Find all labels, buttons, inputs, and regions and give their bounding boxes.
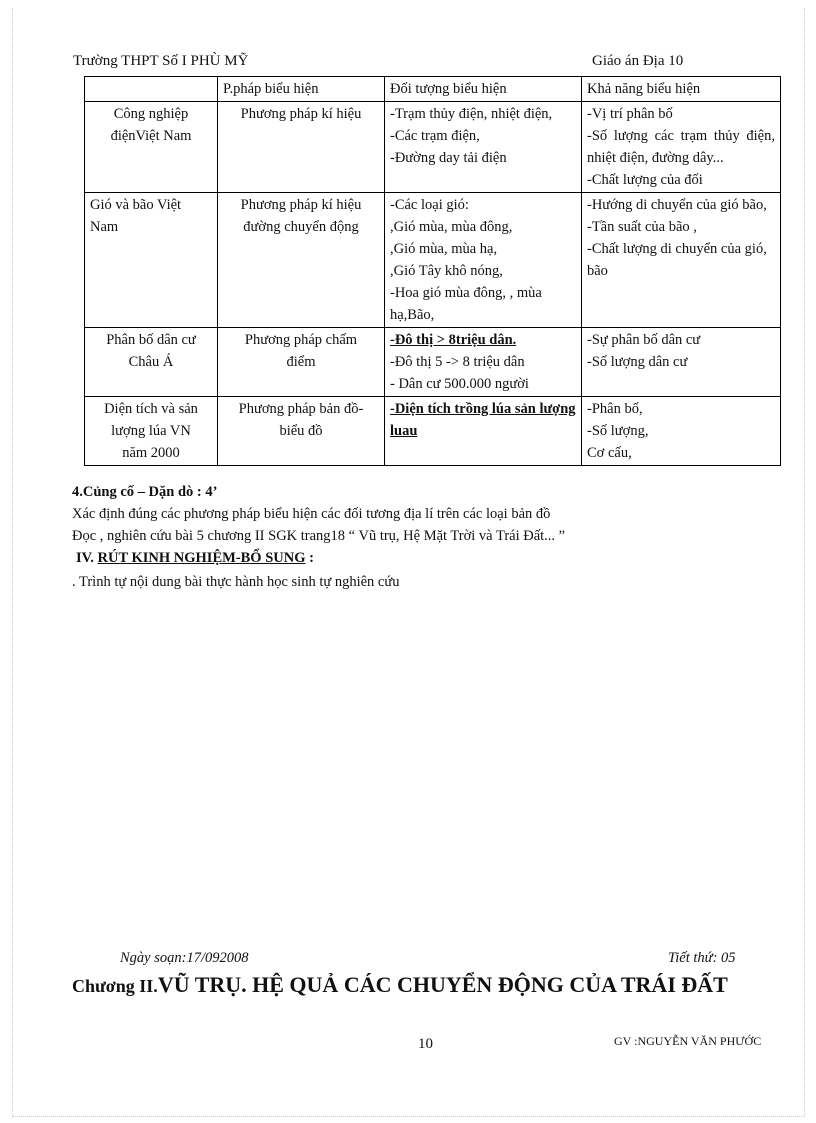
table-row — [85, 397, 781, 466]
section-iv-line: . Trình tự nội dung bài thực hành học sinh tự nghiên cứu — [72, 574, 400, 590]
page-border-left — [12, 8, 13, 1116]
table-header-row — [85, 77, 781, 102]
subject-cell — [85, 193, 218, 328]
table-row — [85, 193, 781, 328]
cell-line: ,Gió mùa, mùa đông, — [390, 219, 513, 235]
cell-line: - Dân cư 500.000 người — [390, 376, 529, 392]
objects-cell — [385, 397, 582, 466]
cell-line: -Đô thị 5 -> 8 triệu dân — [390, 354, 525, 370]
section-4-line: Đọc , nghiên cứu bài 5 chương II SGK trang18 “ Vũ trụ, Hệ Mặt Trời và Trái Đất... ” — [72, 528, 566, 544]
cell-line: -Chất lượng của đối — [587, 172, 703, 188]
method-cell — [218, 102, 385, 193]
section-iv-title: RÚT KINH NGHIỆM-BỔ SUNG — [97, 550, 306, 566]
school-name: Trường THPT Số I PHÙ MỸ — [73, 53, 249, 69]
table-header-cell: Đối tượng biểu hiện — [385, 77, 582, 102]
chapter-prefix: Chương II. — [72, 976, 158, 996]
lesson-number: Tiết thứ: 05 — [668, 950, 736, 966]
cell-line: ,Gió Tây khô nóng, — [390, 263, 503, 279]
cell-line: ,Gió mùa, mùa hạ, — [390, 241, 498, 257]
methods-table — [84, 76, 781, 466]
cell-line: -Vị trí phân bố — [587, 106, 673, 122]
objects-cell — [385, 102, 582, 193]
cell-line: Châu Á — [128, 354, 174, 370]
chapter-name: VŨ TRỤ. HỆ QUẢ CÁC CHUYỂN ĐỘNG CỦA TRÁI ĐẤT — [157, 972, 728, 997]
cell-line: Phân bố dân cư — [106, 332, 196, 348]
page-number: 10 — [418, 1036, 433, 1052]
capability-cell — [582, 397, 781, 466]
capability-cell — [582, 102, 781, 193]
subject-cell — [85, 328, 218, 397]
lesson-plan-label: Giáo án Địa 10 — [592, 53, 684, 69]
cell-line: -Trạm thủy điện, nhiệt điện, — [390, 106, 553, 122]
cell-line: -Số lượng các trạm thủy điện, nhiệt điện, đường dây... — [587, 128, 775, 166]
section-iv-suffix: : — [305, 550, 314, 566]
cell-line: -Hoa gió mùa đông, , mùa hạ,Bão, — [390, 285, 542, 323]
cell-line: đường chuyển động — [243, 219, 359, 235]
cell-line: điệnViệt Nam — [110, 128, 192, 144]
section-4-heading: 4.Củng cố – Dặn dò : 4’ — [72, 484, 218, 500]
cell-line: -Sự phân bố dân cư — [587, 332, 701, 348]
method-cell — [218, 397, 385, 466]
table-row — [85, 102, 781, 193]
cell-heading: -Diện tích trồng lúa sản lượng luau — [390, 401, 576, 439]
cell-line: -Đường day tải điện — [390, 150, 507, 166]
cell-line: Công nghiệp — [113, 106, 189, 122]
cell-line: -Phân bố, — [587, 401, 643, 417]
cell-line: -Số lượng dân cư — [587, 354, 688, 370]
cell-line: biểu đồ — [279, 423, 323, 439]
cell-line: -Các loại gió: — [390, 197, 469, 213]
table-header-cell: P.pháp biểu hiện — [218, 77, 385, 102]
cell-line: lượng lúa VN — [111, 423, 191, 439]
cell-line: Phương pháp kí hiệu — [240, 106, 362, 122]
cell-line: điểm — [286, 354, 316, 370]
cell-line: năm 2000 — [122, 445, 180, 461]
cell-line: Phương pháp bản đồ- — [238, 401, 364, 417]
teacher-name: GV :NGUYỄN VĂN PHƯỚC — [614, 1034, 762, 1048]
cell-line: -Chất lượng di chuyển của gió, bão — [587, 241, 767, 279]
table-header-cell — [85, 77, 218, 102]
page-border-bottom — [12, 1116, 804, 1117]
cell-heading: -Đô thị > 8triệu dân. — [390, 332, 517, 348]
cell-line: Phương pháp chấm — [244, 332, 358, 348]
objects-cell — [385, 193, 582, 328]
cell-line: Phương pháp kí hiệu — [240, 197, 362, 213]
capability-cell — [582, 193, 781, 328]
section-4-line: Xác định đúng các phương pháp biểu hiện các đối tương địa lí trên các loại bản đồ — [72, 506, 551, 522]
capability-cell — [582, 328, 781, 397]
page-border-right — [804, 8, 805, 1116]
cell-line: -Hướng di chuyển của gió bão, — [587, 197, 767, 213]
cell-line: Diện tích và sản — [104, 401, 198, 417]
method-cell — [218, 328, 385, 397]
subject-cell — [85, 397, 218, 466]
subject-cell — [85, 102, 218, 193]
chapter-title — [72, 972, 728, 998]
section-iv-heading — [76, 550, 314, 567]
cell-line: -Các trạm điện, — [390, 128, 480, 144]
table-row — [85, 328, 781, 397]
method-cell — [218, 193, 385, 328]
cell-line: -Tần suất của bão , — [587, 219, 697, 235]
cell-line: -Số lượng, — [587, 423, 649, 439]
prep-date: Ngày soạn:17/092008 — [120, 950, 249, 966]
table-header-cell: Khả năng biểu hiện — [582, 77, 781, 102]
section-iv-prefix: IV. — [76, 550, 98, 566]
cell-line: Cơ cấu, — [587, 445, 632, 461]
cell-line: Gió và bão Việt Nam — [90, 197, 182, 235]
objects-cell — [385, 328, 582, 397]
